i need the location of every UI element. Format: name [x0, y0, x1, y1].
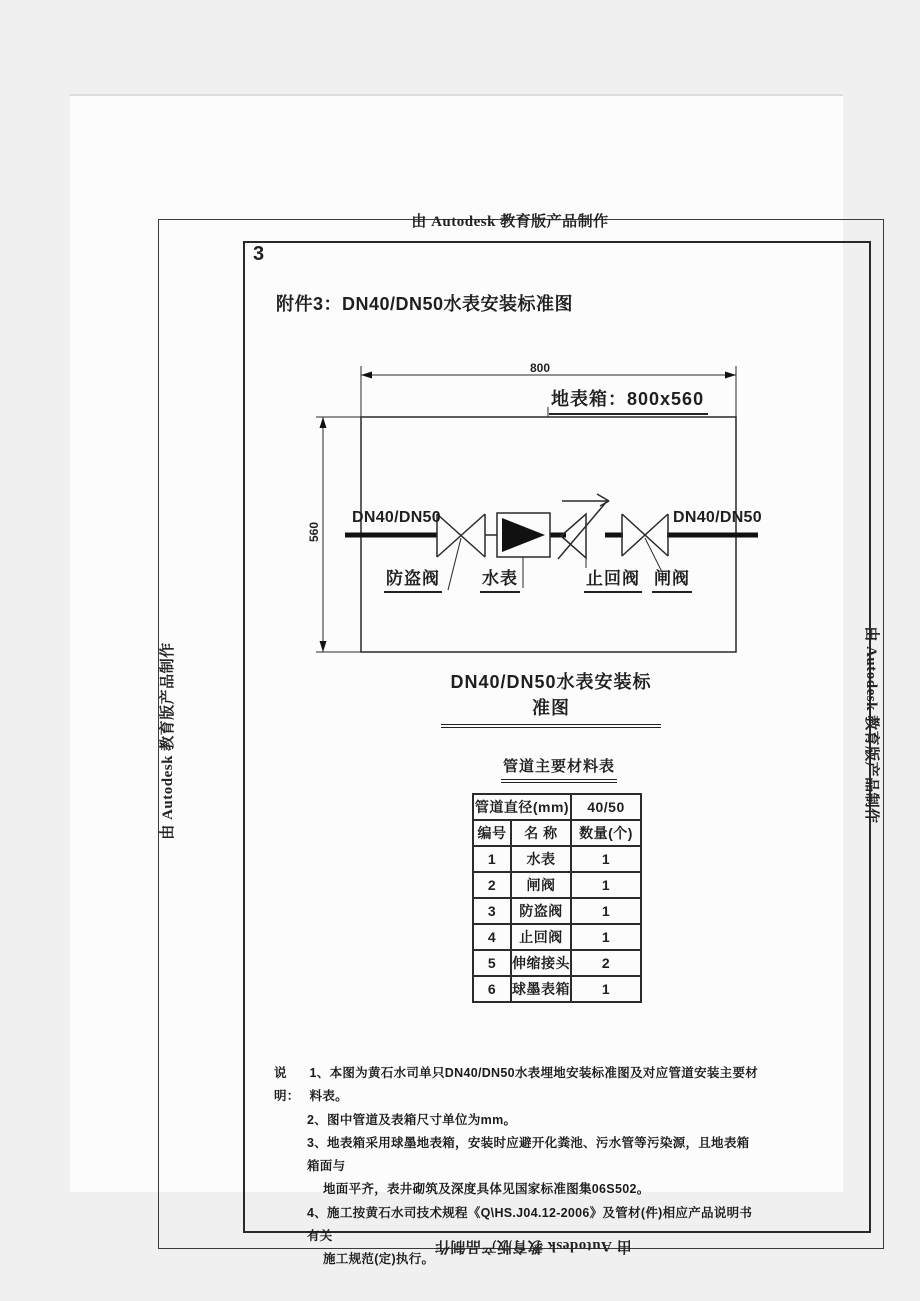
page-number: 3 — [253, 243, 265, 265]
note-line: 3、地表箱采用球墨地表箱，安装时应避开化粪池、污水管等污染源，且地表箱箱面与 — [307, 1135, 750, 1174]
pipe-size-label-left: DN40/DN50 — [352, 509, 441, 526]
anti-theft-valve-symbol — [437, 514, 485, 590]
header-cell: 编号 — [473, 820, 511, 846]
cell-qty: 1 — [571, 846, 641, 872]
notes-label: 说明： — [274, 1066, 300, 1104]
autodesk-watermark-top: 由 Autodesk 教育版产品制作 — [411, 213, 609, 230]
diagram-caption: DN40/DN50水表安装标准图 — [441, 668, 661, 728]
table-row — [473, 950, 641, 976]
cell-name: 防盗阀 — [511, 898, 571, 924]
note-line: 施工规范(定)执行。 — [323, 1252, 435, 1267]
cell-no: 3 — [473, 898, 511, 924]
cell-name: 止回阀 — [511, 924, 571, 950]
document-page — [70, 94, 880, 1267]
note-line: 地面平齐，表井砌筑及深度具体见国家标准图集06S502。 — [323, 1182, 650, 1197]
note-text: 1、本图为黄石水司单只DN40/DN50水表埋地安装标准图及对应管道安装主要材料表。 — [309, 1066, 759, 1104]
anti-theft-valve-label: 防盗阀 — [384, 564, 442, 593]
table-header-row — [473, 820, 641, 846]
table-row — [473, 976, 641, 1002]
notes-block — [274, 1062, 760, 1272]
attachment-title: 附件3：DN40/DN50水表安装标准图 — [276, 294, 574, 314]
autodesk-watermark-right: 由 Autodesk 教育版产品制作 — [863, 626, 880, 824]
cell-qty: 1 — [571, 872, 641, 898]
cell-qty: 2 — [571, 950, 641, 976]
cell-name: 伸缩接头 — [511, 950, 571, 976]
cell-name: 水表 — [511, 846, 571, 872]
water-meter-label: 水表 — [480, 564, 520, 593]
autodesk-watermark-left: 由 Autodesk 教育版产品制作 — [159, 642, 176, 840]
diameter-label-cell: 管道直径(mm) — [473, 794, 571, 820]
autodesk-watermark-bottom: 由 Autodesk 教育版产品制作 — [434, 1238, 632, 1255]
cell-name: 闸阀 — [511, 872, 571, 898]
cell-no: 6 — [473, 976, 511, 1002]
cell-qty: 1 — [571, 924, 641, 950]
flow-arrow — [562, 494, 609, 506]
note-line: 2、图中管道及表箱尺寸单位为mm。 — [307, 1112, 517, 1127]
table-row — [473, 872, 641, 898]
note-line — [274, 1062, 760, 1109]
note-line: 4、施工按黄石水司技术规程《Q\HS.J04.12-2006》及管材(件)相应产品说明书有关 — [307, 1205, 753, 1244]
header-cell: 数量(个) — [571, 820, 641, 846]
cell-name: 球墨表箱 — [511, 976, 571, 1002]
header-cell: 名 称 — [511, 820, 571, 846]
dimension-800-label: 800 — [529, 361, 551, 375]
dimension-560-label: 560 — [307, 521, 321, 543]
check-valve-label: 止回阀 — [584, 564, 642, 593]
table-row — [473, 846, 641, 872]
cell-no: 4 — [473, 924, 511, 950]
cell-no: 5 — [473, 950, 511, 976]
cell-no: 1 — [473, 846, 511, 872]
table-row — [473, 924, 641, 950]
gate-valve-label: 闸阀 — [652, 564, 692, 593]
cell-no: 2 — [473, 872, 511, 898]
cell-qty: 1 — [571, 976, 641, 1002]
surface-box-label: 地表箱：800x560 — [549, 385, 708, 415]
materials-table-title: 管道主要材料表 — [501, 755, 617, 783]
cell-qty: 1 — [571, 898, 641, 924]
materials-table — [472, 793, 642, 1003]
table-row-diameter — [473, 794, 641, 820]
diameter-value-cell: 40/50 — [571, 794, 641, 820]
table-row — [473, 898, 641, 924]
pipe-size-label-right: DN40/DN50 — [673, 509, 762, 526]
